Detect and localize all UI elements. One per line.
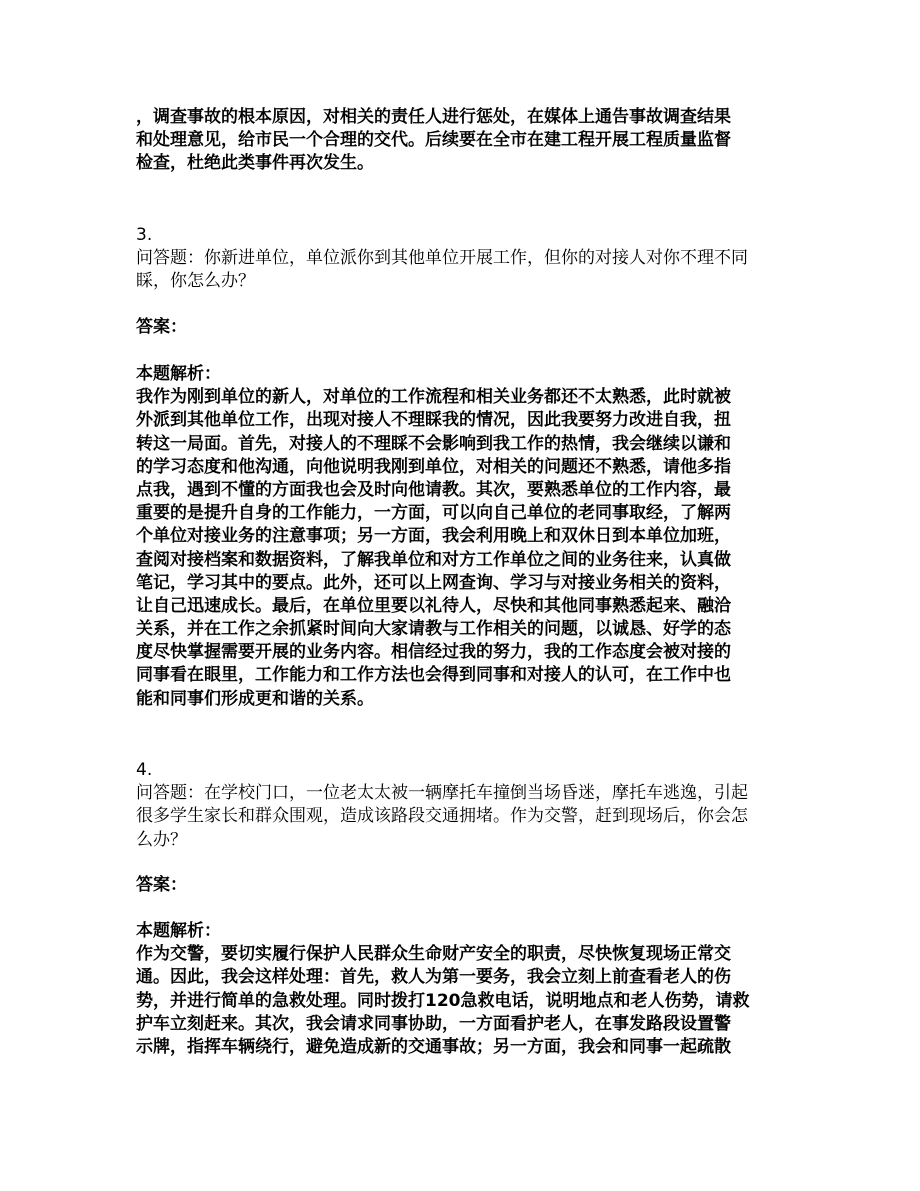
analysis-label: 本题解析：: [136, 364, 221, 384]
analysis-line: 点我，遇到不懂的方面我也会及时向他请教。其次，要熟悉单位的工作内容，最: [136, 479, 731, 500]
analysis-line: 示牌，指挥车辆绕行，避免造成新的交通事故；另一方面，我会和同事一起疏散: [136, 1036, 731, 1057]
analysis-line: 笔记，学习其中的要点。此外，还可以上网查询、学习与对接业务相关的资料，: [136, 572, 731, 593]
question-text-line: 很多学生家长和群众围观，造成该路段交通拥堵。作为交警，赶到现场后，你会怎: [136, 806, 748, 827]
analysis-line: 势，并进行简单的急救处理。同时拨打120急救电话，说明地点和老人伤势，请救: [136, 990, 750, 1011]
question-text-line: 问答题：在学校门口，一位老太太被一辆摩托车撞倒当场昏迷，摩托车逃逸，引起: [136, 783, 748, 804]
prev-answer-line: 和处理意见，给市民一个合理的交代。后续要在全市在建工程开展工程质量监督: [136, 130, 731, 151]
analysis-line: 转这一局面。首先，对接人的不理睬不会影响到我工作的热情，我会继续以谦和: [136, 433, 731, 454]
analysis-line: 能和同事们形成更和谐的关系。: [136, 688, 374, 709]
question-text-line: 问答题：你新进单位，单位派你到其他单位开展工作，但你的对接人对你不理不同: [136, 248, 748, 269]
analysis-line: 个单位对接业务的注意事项；另一方面，我会利用晚上和双休日到本单位加班，: [136, 526, 731, 547]
prev-answer-line: ，调查事故的根本原因，对相关的责任人进行惩处，在媒体上通告事故调查结果: [136, 107, 731, 127]
analysis-line: 我作为刚到单位的新人，对单位的工作流程和相关业务都还不太熟悉，此时就被: [136, 387, 731, 408]
answer-label: 答案：: [136, 875, 187, 895]
analysis-label: 本题解析：: [136, 921, 221, 941]
analysis-line: 外派到其他单位工作，出现对接人不理睬我的情况，因此我要努力改进自我，扭: [136, 410, 731, 431]
question-number: 4.: [136, 760, 153, 780]
analysis-line: 关系，并在工作之余抓紧时间向大家请教与工作相关的问题，以诚恳、好学的态: [136, 619, 731, 640]
analysis-line: 作为交警，要切实履行保护人民群众生命财产安全的职责，尽快恢复现场正常交: [136, 944, 731, 965]
question-number: 3.: [136, 225, 153, 245]
question-text-line: 么办？: [136, 829, 187, 850]
question-text-line: 睬，你怎么办？: [136, 271, 255, 292]
analysis-line: 同事看在眼里，工作能力和工作方法也会得到同事和对接人的认可，在工作中也: [136, 665, 731, 686]
analysis-line: 让自己迅速成长。最后，在单位里要以礼待人，尽快和其他同事熟悉起来、融洽: [136, 595, 731, 616]
question-4-block: [136, 759, 748, 852]
analysis-4-block: [136, 920, 749, 1059]
analysis-line: 的学习态度和他沟通，向他说明我刚到单位，对相关的问题还不熟悉，请他多指: [136, 456, 731, 477]
analysis-line: 通。因此，我会这样处理：首先，救人为第一要务，我会立刻上前查看老人的伤: [136, 967, 731, 988]
analysis-line: 护车立刻赶来。其次，我会请求同事协助，一方面看护老人，在事发路段设置警: [136, 1013, 731, 1034]
analysis-3-block: [136, 363, 731, 711]
answer-label: 答案：: [136, 317, 187, 337]
prev-answer-block: [136, 106, 731, 176]
question-3-block: [136, 224, 748, 294]
analysis-line: 度尽快掌握需要开展的业务内容。相信经过我的努力，我的工作态度会被对接的: [136, 642, 731, 663]
analysis-line: 查阅对接档案和数据资料，了解我单位和对方工作单位之间的业务往来，认真做: [136, 549, 731, 570]
prev-answer-line: 检查，杜绝此类事件再次发生。: [136, 153, 374, 174]
analysis-line: 重要的是提升自身的工作能力，一方面，可以向自己单位的老同事取经，了解两: [136, 503, 731, 524]
